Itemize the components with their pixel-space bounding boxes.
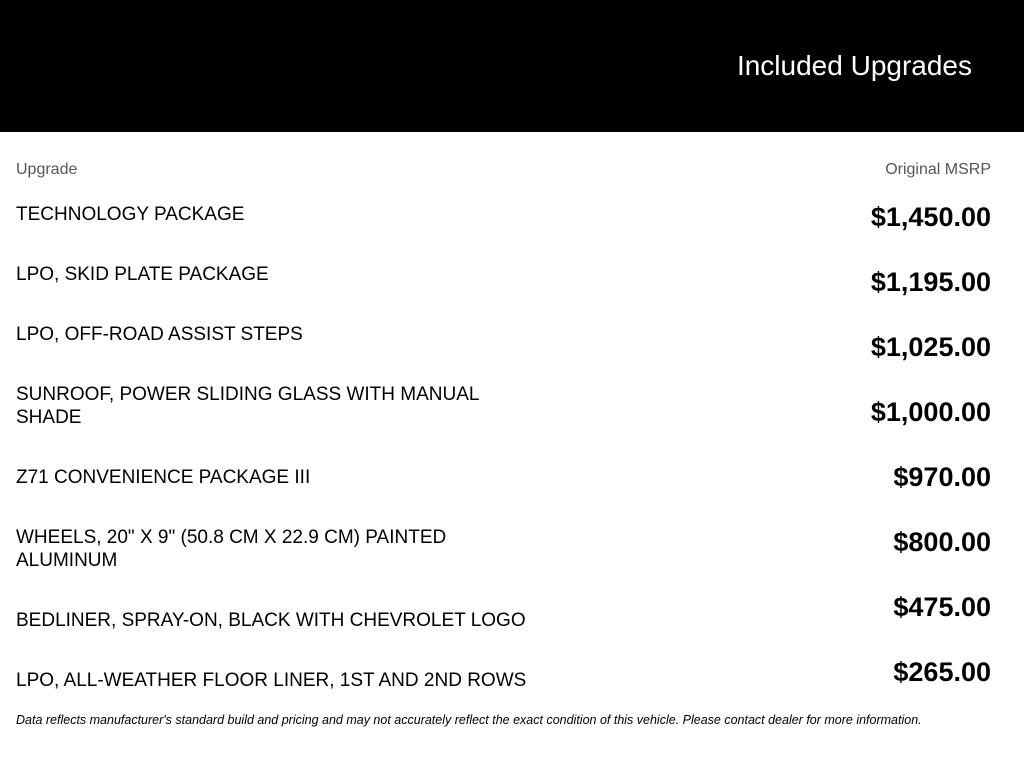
page-title: Included Upgrades [736,50,972,81]
disclaimer-text: Data reflects manufacturer's standard build and pricing and may not accurately reflect the exact condition of this vehicle. Please contact dealer for more information. [16,713,922,727]
upgrade-name: SUNROOF, POWER SLIDING GLASS WITH MANUAL SHADE [16,384,479,428]
upgrade-name: LPO, OFF-ROAD ASSIST STEPS [16,324,303,345]
upgrade-name: LPO, ALL-WEATHER FLOOR LINER, 1ST AND 2ND ROWS [16,670,527,691]
upgrade-price: $1,025.00 [870,332,991,362]
page-header [0,0,1024,132]
upgrade-column-header: Upgrade [16,161,78,178]
msrp-column-header: Original MSRP [885,161,991,178]
upgrade-price: $800.00 [893,527,991,557]
upgrade-name: TECHNOLOGY PACKAGE [16,204,245,225]
upgrade-name: WHEELS, 20" X 9" (50.8 CM X 22.9 CM) PAINTED ALUMINUM [16,527,447,571]
upgrade-price: $1,450.00 [870,202,991,232]
upgrade-name: Z71 CONVENIENCE PACKAGE III [16,467,311,488]
upgrade-name: BEDLINER, SPRAY-ON, BLACK WITH CHEVROLET LOGO [16,610,526,631]
upgrade-name: LPO, SKID PLATE PACKAGE [16,264,269,285]
upgrade-price: $265.00 [893,657,991,687]
upgrade-price: $1,000.00 [870,397,991,427]
upgrade-price: $475.00 [893,592,991,622]
upgrade-price: $970.00 [893,462,991,492]
upgrade-price: $1,195.00 [870,267,991,297]
